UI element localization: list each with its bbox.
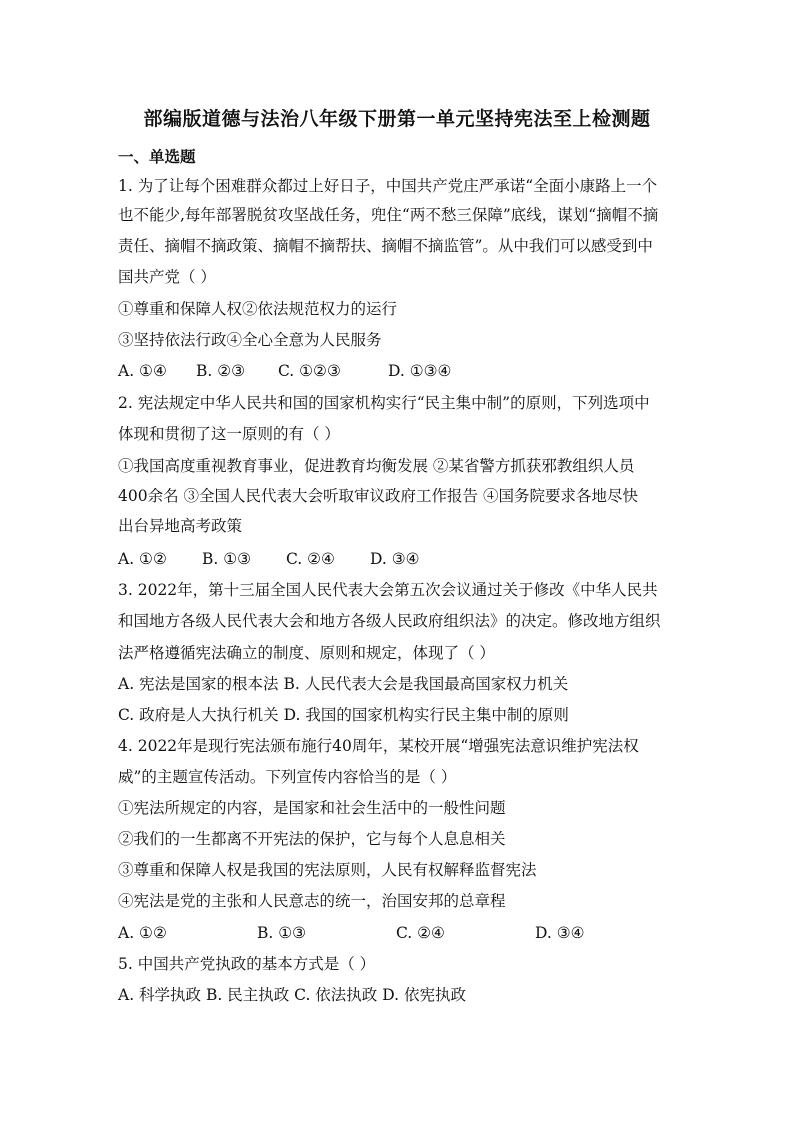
document-title: 部编版道德与法治八年级下册第一单元坚持宪法至上检测题 (143, 108, 651, 130)
q4-options (118, 923, 585, 943)
q4-option-d[interactable]: D. ③④ (535, 924, 585, 942)
q1-option-d[interactable]: D. ①③④ (388, 362, 452, 380)
q1-option-b[interactable]: B. ②③ (196, 362, 246, 380)
q2-option-d[interactable]: D. ③④ (370, 550, 420, 568)
q1-line-3: 责任、摘帽不摘政策、摘帽不摘帮扶、摘帽不摘监管”。从中我们可以感受到中 (118, 237, 653, 255)
q4-statement-2: ②我们的一生都离不开宪法的保护，它与每个人息息相关 (118, 830, 506, 848)
q5-line-1: 5. 中国共产党执政的基本方式是（ ） (118, 955, 376, 973)
q2-line-5: 出台异地高考政策 (118, 517, 243, 535)
q1-line-2: 也不能少,每年部署脱贫攻坚战任务，兜住“两不愁三保障”底线，谋划“摘帽不摘 (118, 206, 659, 224)
section-heading: 一、单选题 (118, 147, 196, 166)
q2-option-c[interactable]: C. ②④ (286, 550, 335, 568)
q3-line-1: 3. 2022年，第十三届全国人民代表大会第五次会议通过关于修改《中华人民共 (118, 581, 658, 599)
q3-line-3: 法严格遵循宪法确立的制度、原则和规定，体现了（ ） (118, 644, 495, 662)
q2-option-a[interactable]: A. ①② (118, 550, 167, 568)
q1-option-c[interactable]: C. ①②③ (278, 362, 341, 380)
q1-statement-1: ①尊重和保障人权②依法规范权力的运行 (118, 300, 398, 318)
q4-statement-3: ③尊重和保障人权是我国的宪法原则，人民有权解释监督宪法 (118, 861, 537, 879)
q1-options (118, 361, 451, 381)
q1-statement-2: ③坚持依法行政④全心全意为人民服务 (118, 331, 382, 349)
q4-statement-4: ④宪法是党的主张和人民意志的统一，治国安邦的总章程 (118, 892, 506, 910)
q4-option-b[interactable]: B. ①③ (257, 924, 307, 942)
q3-line-2: 和国地方各级人民代表大会和地方各级人民政府组织法》的决定。修改地方组织 (118, 612, 661, 630)
q1-option-a[interactable]: A. ①④ (118, 362, 167, 380)
q2-line-3: ①我国高度重视教育事业，促进教育均衡发展 ②某省警方抓获邪教组织人员 (118, 457, 635, 475)
q2-option-b[interactable]: B. ①③ (202, 550, 252, 568)
q5-options[interactable]: A. 科学执政 B. 民主执政 C. 依法执政 D. 依宪执政 (118, 986, 466, 1004)
q3-options-ab[interactable]: A. 宪法是国家的根本法 B. 人民代表大会是我国最高国家权力机关 (118, 675, 569, 693)
q2-line-1: 2. 宪法规定中华人民共和国的国家机构实行“民主集中制”的原则，下列选项中 (118, 394, 650, 412)
q4-statement-1: ①宪法所规定的内容，是国家和社会生活中的一般性问题 (118, 799, 506, 817)
q3-options-cd[interactable]: C. 政府是人大执行机关 D. 我国的国家机构实行民主集中制的原则 (118, 706, 569, 724)
q1-line-1: 1. 为了让每个困难群众都过上好日子，中国共产党庄严承诺“全面小康路上一个 (118, 177, 658, 195)
q4-line-1: 4. 2022年是现行宪法颁布施行40周年，某校开展“增强宪法意识维护宪法权 (118, 737, 639, 755)
q4-option-c[interactable]: C. ②④ (396, 924, 445, 942)
q2-line-2: 体现和贯彻了这一原则的有（ ） (118, 425, 340, 443)
q1-line-4: 国共产党（ ） (118, 268, 216, 286)
q2-options (118, 549, 420, 569)
q4-line-2: 威”的主题宣传活动。下列宣传内容恰当的是（ ） (118, 768, 457, 786)
q2-line-4: 400余名 ③全国人民代表大会听取审议政府工作报告 ④国务院要求各地尽快 (118, 487, 638, 505)
q4-option-a[interactable]: A. ①② (118, 924, 167, 942)
